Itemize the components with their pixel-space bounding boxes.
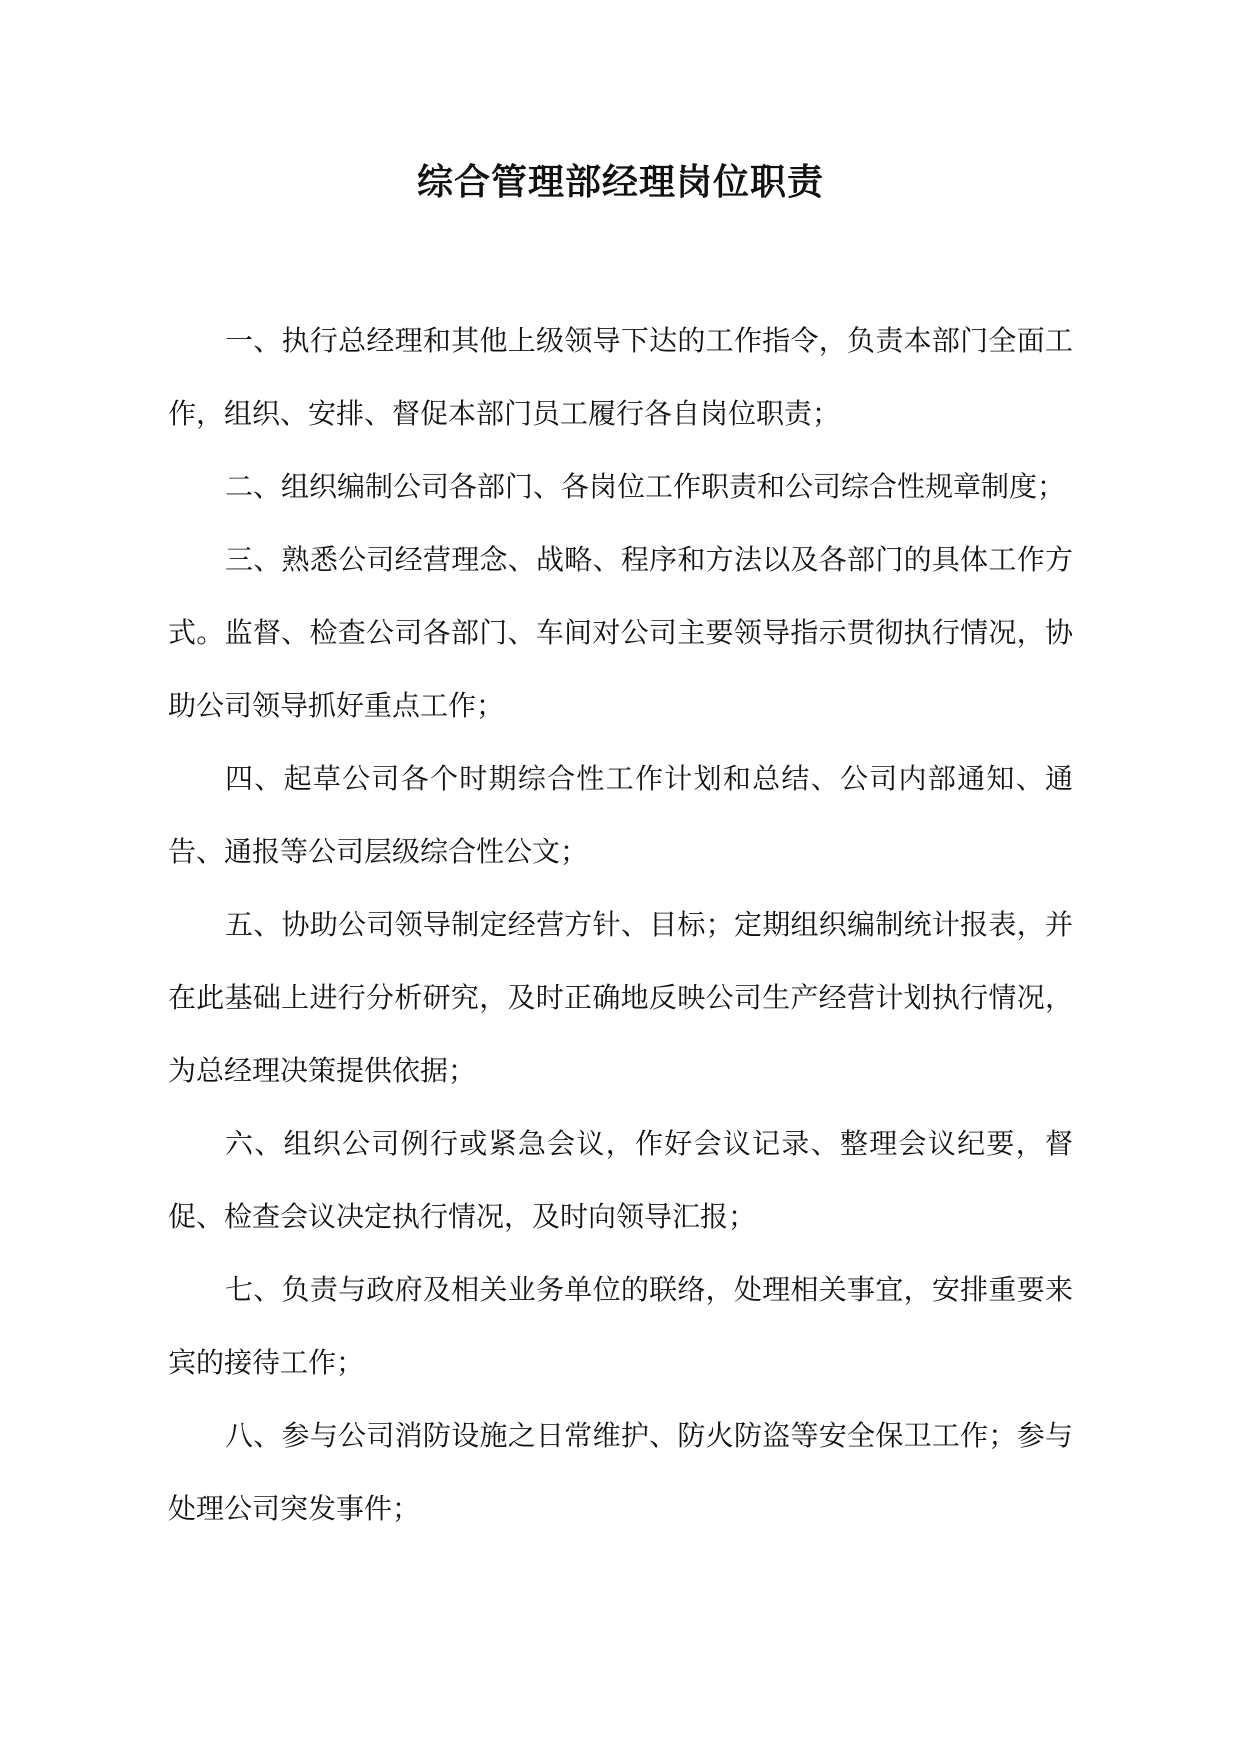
paragraph-3: 三、熟悉公司经营理念、战略、程序和方法以及各部门的具体工作方式。监督、检查公司各部门、车间对公司主要领导指示贯彻执行情况，协助公司领导抓好重点工作； (168, 543, 1073, 722)
paragraph-4: 四、起草公司各个时期综合性工作计划和总结、公司内部通知、通告、通报等公司层级综合性公文； (168, 762, 1073, 868)
document-title: 综合管理部经理岗位职责 (416, 161, 824, 203)
paragraph-8: 八、参与公司消防设施之日常维护、防火防盗等安全保卫工作；参与处理公司突发事件； (168, 1419, 1073, 1525)
paragraph-1: 一、执行总经理和其他上级领导下达的工作指令，负责本部门全面工作，组织、安排、督促本部门员工履行各自岗位职责； (168, 324, 1073, 430)
paragraph-5: 五、协助公司领导制定经营方针、目标；定期组织编制统计报表，并在此基础上进行分析研究，及时正确地反映公司生产经营计划执行情况，为总经理决策提供依据； (168, 908, 1073, 1087)
paragraph-6: 六、组织公司例行或紧急会议，作好会议记录、整理会议纪要，督促、检查会议决定执行情况，及时向领导汇报； (168, 1127, 1073, 1233)
paragraph-2: 二、组织编制公司各部门、各岗位工作职责和公司综合性规章制度； (225, 470, 1066, 503)
paragraph-7: 七、负责与政府及相关业务单位的联络，处理相关事宜，安排重要来宾的接待工作； (168, 1273, 1073, 1379)
document-body (168, 304, 1073, 1545)
